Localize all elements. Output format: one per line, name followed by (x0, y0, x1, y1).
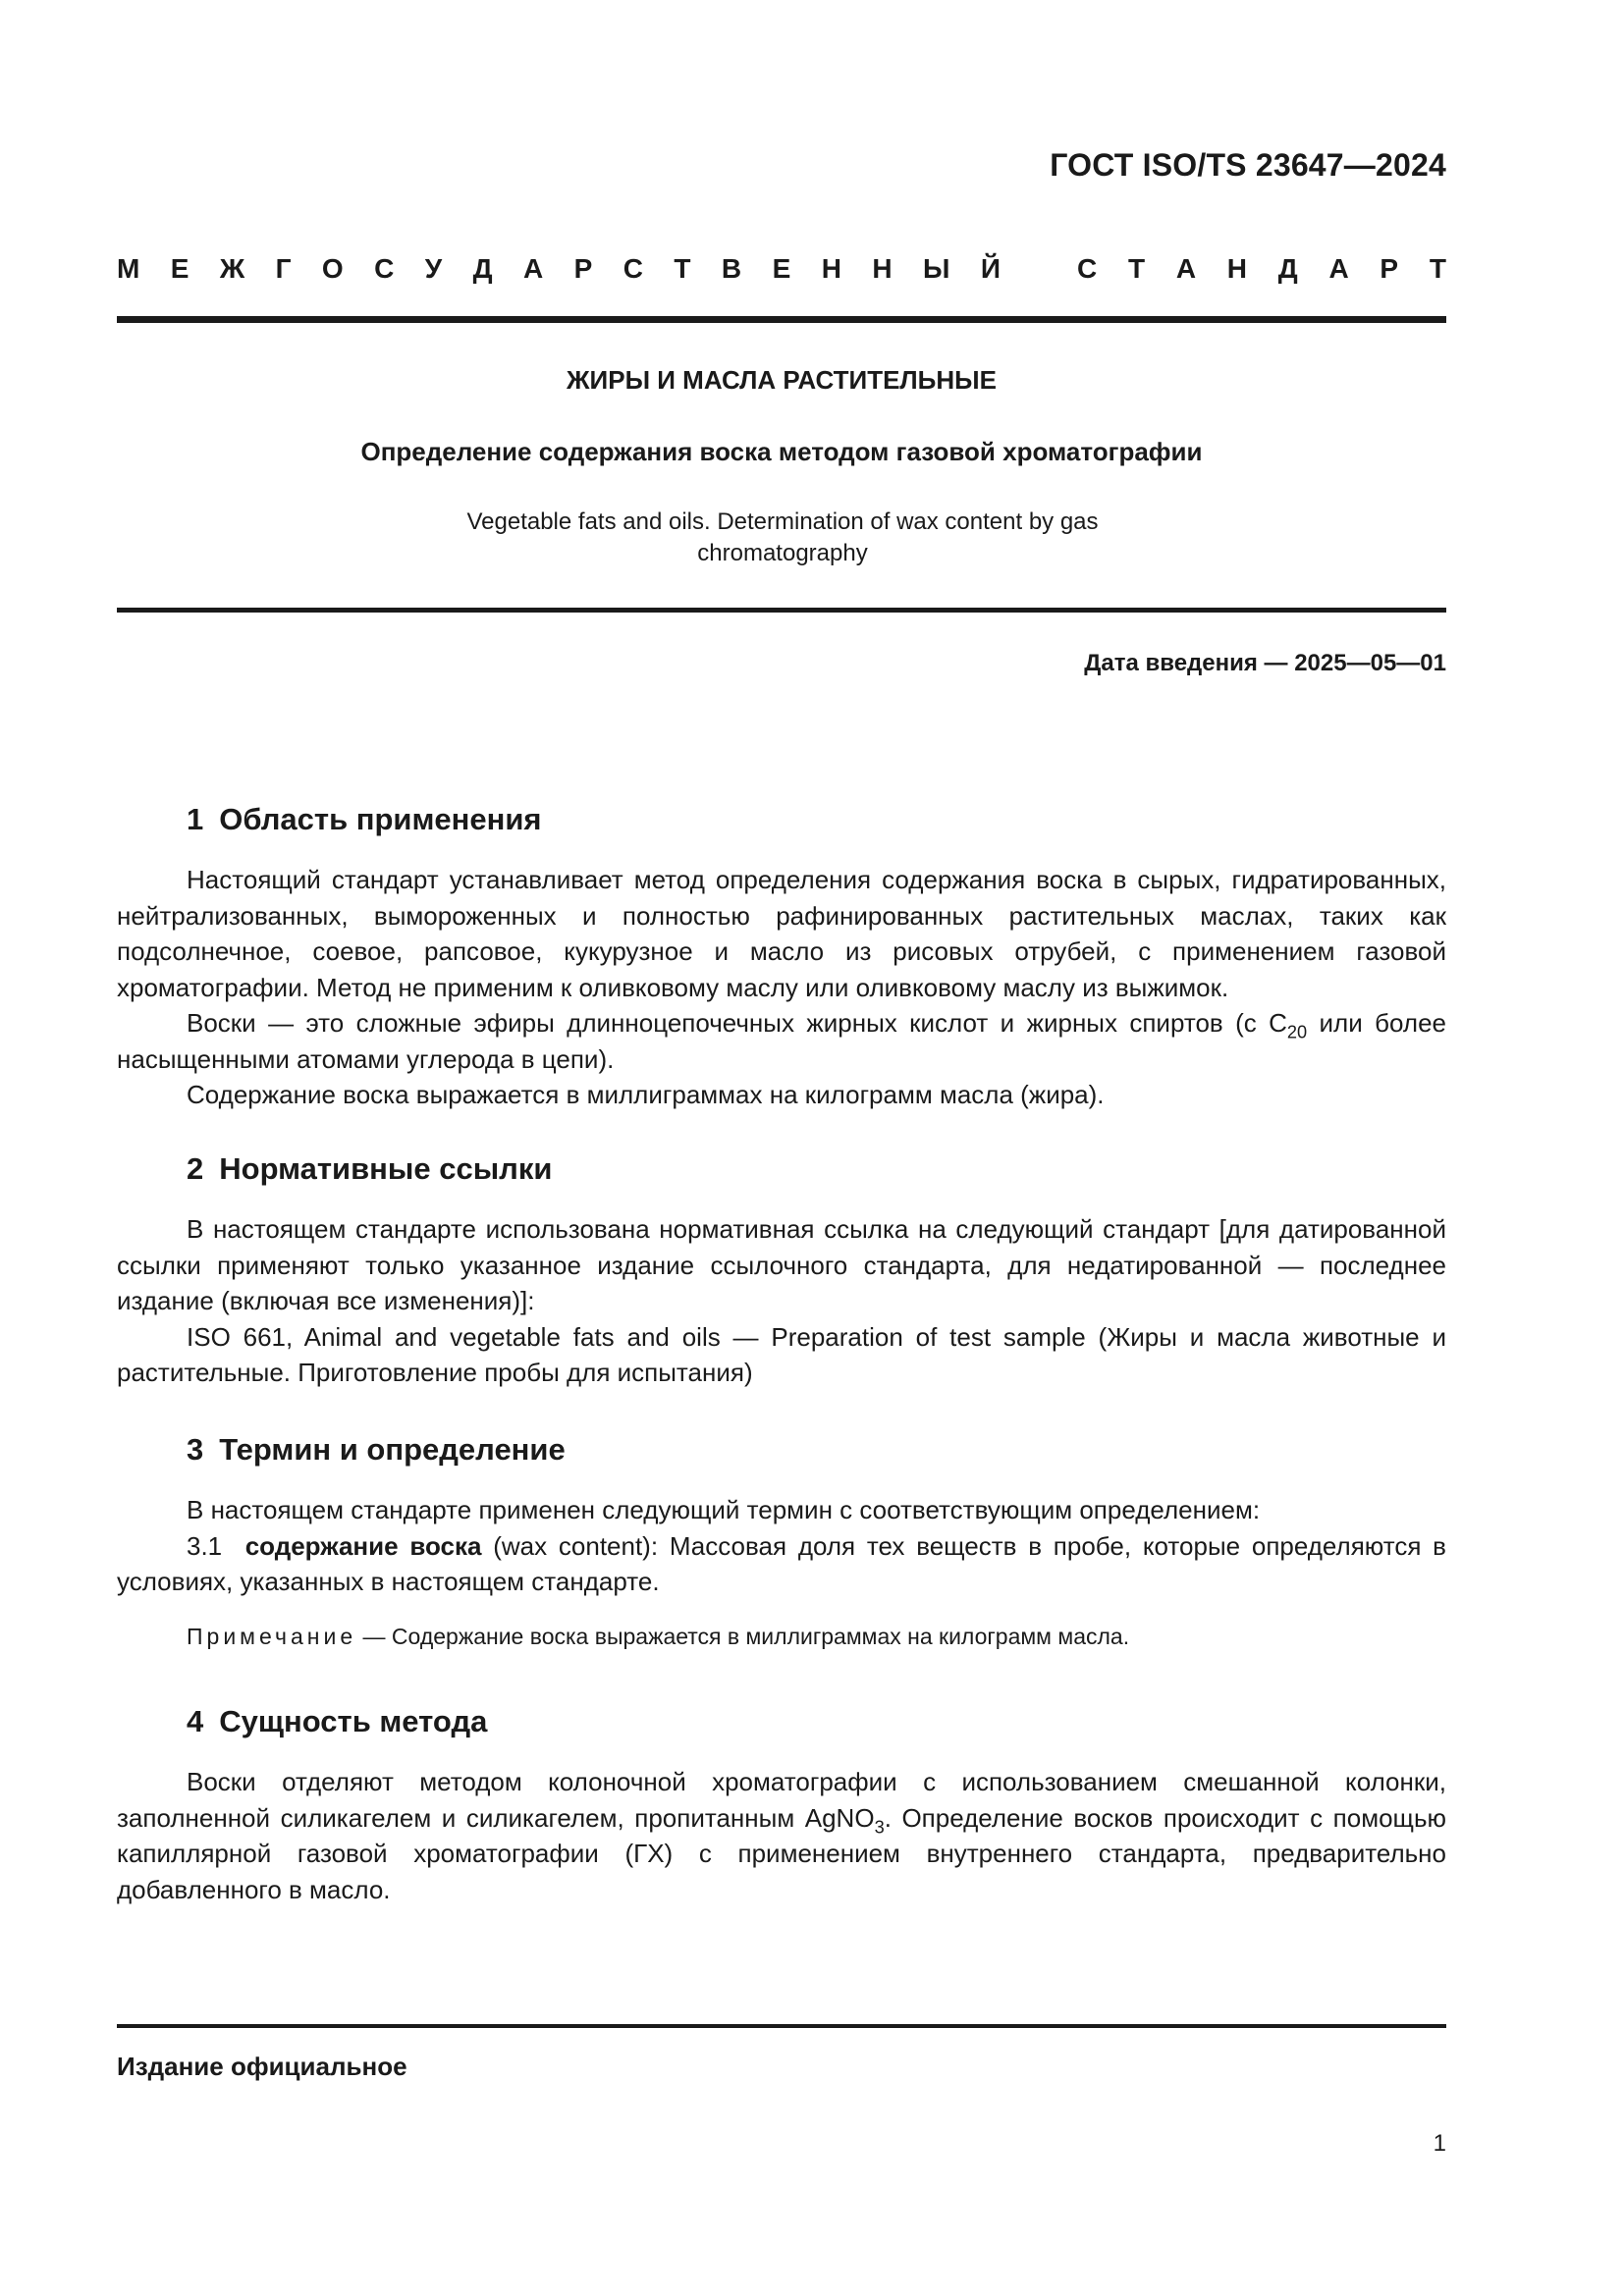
banner-letter: Й (980, 253, 1001, 284)
section-4-title: Сущность метода (219, 1704, 488, 1738)
banner-letter: Д (1277, 253, 1298, 284)
date-of-introduction: Дата введения — 2025—05—01 (1084, 650, 1446, 676)
term-number: 3.1 (187, 1530, 223, 1561)
section-4-heading (187, 1704, 487, 1739)
banner-letter: В (721, 253, 742, 284)
section-2-title: Нормативные ссылки (219, 1151, 553, 1186)
banner-letter: Г (275, 253, 292, 284)
section-3-heading (187, 1432, 566, 1468)
section-1-title: Область применения (219, 802, 542, 836)
document-title: ЖИРЫ И МАСЛА РАСТИТЕЛЬНЫЕ (567, 365, 997, 395)
note-text: — Содержание воска выражается в миллиграммах на килограмм масла. (356, 1624, 1130, 1649)
banner-letter: Н (872, 253, 893, 284)
banner-letter: Т (674, 253, 691, 284)
banner-letter: Ж (219, 253, 245, 284)
section-1-number: 1 (187, 802, 204, 836)
banner-word-standard (1077, 253, 1446, 285)
banner-letter: Р (573, 253, 593, 284)
title-rule (117, 608, 1446, 613)
term-name: содержание воска (244, 1530, 482, 1561)
section-3-paragraph-1: В настоящем стандарте применен следующий термин с соответствующим определением: (187, 1495, 1261, 1524)
note-label: Примечание (187, 1624, 357, 1649)
banner-letter: С (1077, 253, 1098, 284)
section-1-paragraph-3: Содержание воска выражается в миллиграммах на килограмм масла (жира). (187, 1080, 1105, 1109)
section-3-body (117, 1492, 1446, 1600)
section-4-p1-text-a: Воски отделяют методом колоночной хроматографии с использованием смешанной колонки, заполненной силикагелем и силикагелем, пропитанным AgNO (117, 1767, 1446, 1833)
section-2-reference-iso-661: ISO 661, Animal and vegetable fats and oils — Preparation of test sample (Жиры и масла животные и растительные. Приготовление пробы для испытания) (117, 1321, 1446, 1387)
banner-letter: Т (1127, 253, 1146, 284)
banner-letter: Е (170, 253, 189, 284)
section-2-number: 2 (187, 1151, 204, 1186)
banner-letter: Д (472, 253, 493, 284)
header-rule (117, 316, 1446, 323)
footer-rule (117, 2024, 1446, 2028)
banner-letter: Р (1380, 253, 1399, 284)
banner-letter: А (1328, 253, 1349, 284)
section-3-number: 3 (187, 1432, 204, 1467)
section-2-body (117, 1211, 1446, 1391)
banner-letter: Н (821, 253, 841, 284)
section-2-heading (187, 1151, 552, 1187)
official-edition-label: Издание официальное (117, 2052, 407, 2081)
banner-letter: А (1175, 253, 1197, 284)
term-definition (117, 1528, 1446, 1600)
section-4-p1-subscript: 3 (874, 1816, 885, 1837)
banner-letter: О (321, 253, 344, 284)
section-1-p2-subscript: 20 (1286, 1022, 1308, 1042)
section-3-note (187, 1620, 1446, 1653)
section-1-p2-text-b: или более насыщенными атомами углерода в цепи). (117, 1008, 1446, 1074)
section-4-number: 4 (187, 1704, 204, 1738)
banner-letter: Ы (923, 253, 950, 284)
term-definition-text: (wax content): Массовая доля тех веществ в пробе, которые определяются в условиях, указанных в настоящем стандарте. (117, 1530, 1446, 1596)
section-1-paragraph-2 (117, 1005, 1446, 1077)
banner-letter: С (623, 253, 643, 284)
standard-type-banner (117, 253, 1446, 285)
banner-letter: Н (1226, 253, 1248, 284)
section-4-paragraph-1 (117, 1764, 1446, 1907)
section-1-p2-text-a: Воски — это сложные эфиры длинноцепочечных жирных кислот и жирных спиртов (с C (187, 1008, 1287, 1038)
banner-word-interstate (117, 253, 1001, 285)
page-number: 1 (1433, 2130, 1446, 2157)
section-4-body (117, 1764, 1446, 1907)
banner-letter: Е (772, 253, 791, 284)
banner-letter: Т (1429, 253, 1446, 284)
section-1-heading (187, 802, 542, 837)
section-1-body (117, 862, 1446, 1113)
section-3-title: Термин и определение (219, 1432, 566, 1467)
section-1-paragraph-1: Настоящий стандарт устанавливает метод определения содержания воска в сырых, гидратированных, нейтрализованных, вымороженных и полностью рафинированных растительных маслах, таких как подсолнечное, соевое, рапсовое, кукурузное и масло из рисовых отрубей, с применением газовой хроматографии. Метод не применим к оливковому маслу или оливковому маслу из выжимок. (117, 865, 1446, 1002)
standard-code: ГОСТ ISO/TS 23647—2024 (1050, 147, 1446, 183)
document-subtitle: Определение содержания воска методом газовой хроматографии (360, 437, 1203, 466)
section-2-paragraph-1: В настоящем стандарте использована нормативная ссылка на следующий стандарт [для датированной ссылки применяют только указанное издание ссылочного стандарта, для недатированной — последнее издание (включая все изменения)]: (117, 1214, 1446, 1315)
banner-letter: С (374, 253, 395, 284)
banner-letter: М (117, 253, 140, 284)
banner-letter: У (424, 253, 443, 284)
document-title-english: Vegetable fats and oils. Determination of wax content by gas chromatography (466, 508, 1099, 566)
section-4-p1-text-b: . Определение восков происходит с помощью капиллярной газовой хроматографии (ГХ) с применением внутреннего стандарта, предварительно добавленного в масло. (117, 1802, 1446, 1904)
banner-letter: А (522, 253, 544, 284)
